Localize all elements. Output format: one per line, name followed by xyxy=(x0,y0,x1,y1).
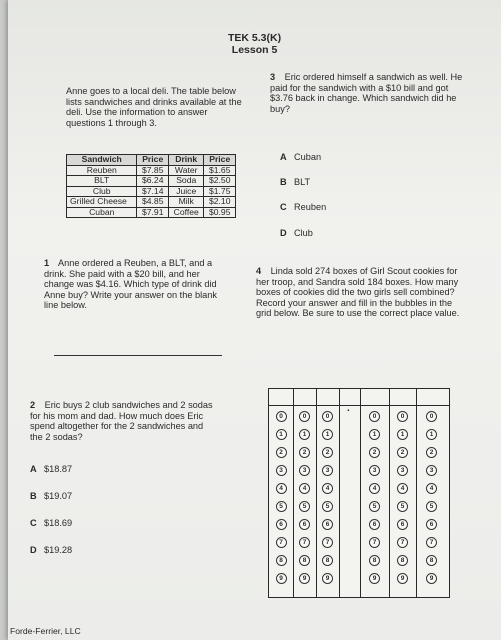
digit-bubble[interactable]: 9 xyxy=(397,573,408,584)
table-cell: Grilled Cheese xyxy=(67,197,137,208)
digit-bubble[interactable]: 7 xyxy=(322,537,333,548)
question-1 xyxy=(44,258,224,311)
table-cell: Cuban xyxy=(67,207,137,218)
digit-bubble[interactable]: 1 xyxy=(299,429,310,440)
digit-bubble[interactable]: 1 xyxy=(322,429,333,440)
lesson-number: Lesson 5 xyxy=(231,44,278,56)
digit-bubble[interactable]: 5 xyxy=(276,501,287,512)
question-number: 1 xyxy=(44,258,50,268)
question-number: 3 xyxy=(270,72,276,82)
digit-bubble[interactable]: 8 xyxy=(397,555,408,566)
choice-text: $19.28 xyxy=(44,545,73,555)
digit-bubble[interactable]: 6 xyxy=(299,519,310,530)
digit-bubble[interactable]: 1 xyxy=(397,429,408,440)
header-price: Price xyxy=(137,155,168,166)
choice-c[interactable] xyxy=(30,518,72,528)
answer-blank-line[interactable] xyxy=(54,355,222,356)
digit-bubble[interactable]: 7 xyxy=(369,537,380,548)
table-cell: $7.85 xyxy=(137,165,168,176)
digit-bubble[interactable]: 0 xyxy=(276,411,287,422)
digit-bubble[interactable]: 8 xyxy=(299,555,310,566)
digit-bubble[interactable]: 9 xyxy=(322,573,333,584)
digit-bubble[interactable]: 7 xyxy=(397,537,408,548)
table-row xyxy=(67,165,236,176)
digit-bubble[interactable]: 1 xyxy=(369,429,380,440)
digit-bubble[interactable]: 5 xyxy=(299,501,310,512)
choice-letter: C xyxy=(30,518,37,528)
digit-bubble[interactable]: 0 xyxy=(299,411,310,422)
table-cell: $2.10 xyxy=(204,197,236,208)
table-cell: $0.95 xyxy=(204,207,236,218)
table-header-row xyxy=(67,155,236,166)
table-cell: BLT xyxy=(67,176,137,187)
table-cell: $7.14 xyxy=(137,186,168,197)
grid-column-divider xyxy=(416,389,417,597)
grid-column-divider xyxy=(360,389,361,597)
table-cell: $1.65 xyxy=(204,165,236,176)
digit-bubble[interactable]: 1 xyxy=(276,429,287,440)
digit-bubble[interactable]: 8 xyxy=(322,555,333,566)
digit-bubble[interactable]: 2 xyxy=(397,447,408,458)
choice-b[interactable] xyxy=(30,491,72,501)
publisher-footer: Forde-Ferrier, LLC xyxy=(10,626,81,636)
table-row xyxy=(67,186,236,197)
choice-d[interactable] xyxy=(30,545,72,555)
table-cell: $4.85 xyxy=(137,197,168,208)
digit-bubble[interactable]: 6 xyxy=(276,519,287,530)
choice-text: BLT xyxy=(294,177,311,187)
digit-bubble[interactable]: 9 xyxy=(369,573,380,584)
digit-bubble[interactable]: 3 xyxy=(276,465,287,476)
digit-bubble[interactable]: 2 xyxy=(369,447,380,458)
digit-bubble[interactable]: 5 xyxy=(397,501,408,512)
digit-bubble[interactable]: 8 xyxy=(276,555,287,566)
digit-bubble[interactable]: 7 xyxy=(299,537,310,548)
choice-letter: D xyxy=(30,545,37,555)
digit-bubble[interactable]: 0 xyxy=(426,411,437,422)
table-cell: Reuben xyxy=(67,165,137,176)
digit-bubble[interactable]: 8 xyxy=(426,555,437,566)
choice-letter: A xyxy=(30,464,37,474)
digit-bubble[interactable]: 2 xyxy=(299,447,310,458)
digit-bubble[interactable]: 5 xyxy=(369,501,380,512)
choice-c[interactable] xyxy=(280,202,326,212)
table-cell: Milk xyxy=(168,197,204,208)
digit-bubble[interactable]: 3 xyxy=(322,465,333,476)
question-number: 2 xyxy=(30,400,36,410)
choice-text: Cuban xyxy=(294,152,322,162)
choice-a[interactable] xyxy=(30,464,72,474)
question-3-text: Eric ordered himself a sandwich as well. He paid for the sandwich with a $10 bill and got $3.76 back in change. Which sandwich did he buy? xyxy=(270,72,463,114)
table-cell: Water xyxy=(168,165,204,176)
choice-d[interactable] xyxy=(280,228,313,238)
digit-bubble[interactable]: 4 xyxy=(426,483,437,494)
grid-column-divider xyxy=(389,389,390,597)
table-cell: Club xyxy=(67,186,137,197)
worksheet-page xyxy=(8,0,501,640)
header-sandwich: Sandwich xyxy=(67,155,137,166)
digit-bubble[interactable]: 3 xyxy=(426,465,437,476)
digit-bubble[interactable]: 8 xyxy=(369,555,380,566)
digit-bubble[interactable]: 6 xyxy=(322,519,333,530)
digit-bubble[interactable]: 4 xyxy=(322,483,333,494)
choice-letter: C xyxy=(280,202,287,212)
digit-bubble[interactable]: 2 xyxy=(426,447,437,458)
table-cell: Juice xyxy=(168,186,204,197)
digit-bubble[interactable]: 9 xyxy=(276,573,287,584)
choice-text: $18.69 xyxy=(44,518,73,528)
digit-bubble[interactable]: 6 xyxy=(369,519,380,530)
question-number: 4 xyxy=(256,266,262,276)
header-drink: Drink xyxy=(168,155,204,166)
choice-text: Club xyxy=(294,228,313,238)
grid-column-divider xyxy=(316,389,317,597)
digit-bubble[interactable]: 5 xyxy=(426,501,437,512)
digit-bubble[interactable]: 7 xyxy=(426,537,437,548)
digit-bubble[interactable]: 5 xyxy=(322,501,333,512)
question-4-text: Linda sold 274 boxes of Girl Scout cookies for her troop, and Sandra sold 184 boxes. How many boxes of cookies did the two girls sell combined? Record your answer and fill in the bubbles in the grid below. Be sure to use the correct place value. xyxy=(256,266,460,319)
digit-bubble[interactable]: 4 xyxy=(276,483,287,494)
question-2 xyxy=(30,400,216,442)
header-price: Price xyxy=(204,155,236,166)
digit-bubble[interactable]: 2 xyxy=(322,447,333,458)
table-cell: Coffee xyxy=(168,207,204,218)
lesson-header xyxy=(228,32,281,56)
grid-column-divider xyxy=(339,389,340,597)
question-2-text: Eric buys 2 club sandwiches and 2 sodas for his mom and dad. How much does Eric spend altogether for the 2 sandwiches and the 2 sodas? xyxy=(30,400,213,442)
digit-bubble[interactable]: 0 xyxy=(397,411,408,422)
table-row xyxy=(67,207,236,218)
table-cell: $1.75 xyxy=(204,186,236,197)
digit-bubble[interactable]: 9 xyxy=(426,573,437,584)
digit-bubble[interactable]: 4 xyxy=(299,483,310,494)
table-cell: $7.91 xyxy=(137,207,168,218)
question-3 xyxy=(270,72,470,114)
digit-bubble[interactable]: 7 xyxy=(276,537,287,548)
choice-letter: B xyxy=(30,491,37,501)
table-cell: $6.24 xyxy=(137,176,168,187)
table-cell: Soda xyxy=(168,176,204,187)
digit-bubble[interactable]: 4 xyxy=(397,483,408,494)
digit-bubble[interactable]: 3 xyxy=(299,465,310,476)
choice-letter: B xyxy=(280,177,287,187)
digit-bubble[interactable]: 0 xyxy=(322,411,333,422)
digit-bubble[interactable]: 3 xyxy=(369,465,380,476)
digit-bubble[interactable]: 3 xyxy=(397,465,408,476)
table-row xyxy=(67,197,236,208)
question-4 xyxy=(256,266,468,319)
digit-bubble[interactable]: 2 xyxy=(276,447,287,458)
grid-entry-line xyxy=(269,405,449,406)
choice-text: $19.07 xyxy=(44,491,73,501)
choice-b[interactable] xyxy=(280,177,310,187)
table-cell: $2.50 xyxy=(204,176,236,187)
digit-bubble[interactable]: 6 xyxy=(397,519,408,530)
question-1-text: Anne ordered a Reuben, a BLT, and a drink. She paid with a $20 bill, and her change was $4.16. Which type of drink did Anne buy? Write your answer on the blank line below. xyxy=(44,258,217,311)
choice-letter: D xyxy=(280,228,287,238)
deli-menu-table xyxy=(66,154,236,218)
answer-grid xyxy=(268,388,450,598)
tek-code: TEK 5.3(K) xyxy=(228,32,282,44)
intro-text: Anne goes to a local deli. The table below lists sandwiches and drinks available at the deli. Use the information to answer questions 1 through 3. xyxy=(66,86,242,128)
choice-a[interactable] xyxy=(280,152,321,162)
digit-bubble[interactable]: 9 xyxy=(299,573,310,584)
grid-column-divider xyxy=(293,389,294,597)
digit-bubble[interactable]: 4 xyxy=(369,483,380,494)
digit-bubble[interactable]: 0 xyxy=(369,411,380,422)
choice-letter: A xyxy=(280,152,287,162)
digit-bubble[interactable]: 6 xyxy=(426,519,437,530)
choice-text: $18.87 xyxy=(44,464,73,474)
decimal-point: . xyxy=(347,403,350,414)
digit-bubble[interactable]: 1 xyxy=(426,429,437,440)
table-row xyxy=(67,176,236,187)
choice-text: Reuben xyxy=(294,202,327,212)
